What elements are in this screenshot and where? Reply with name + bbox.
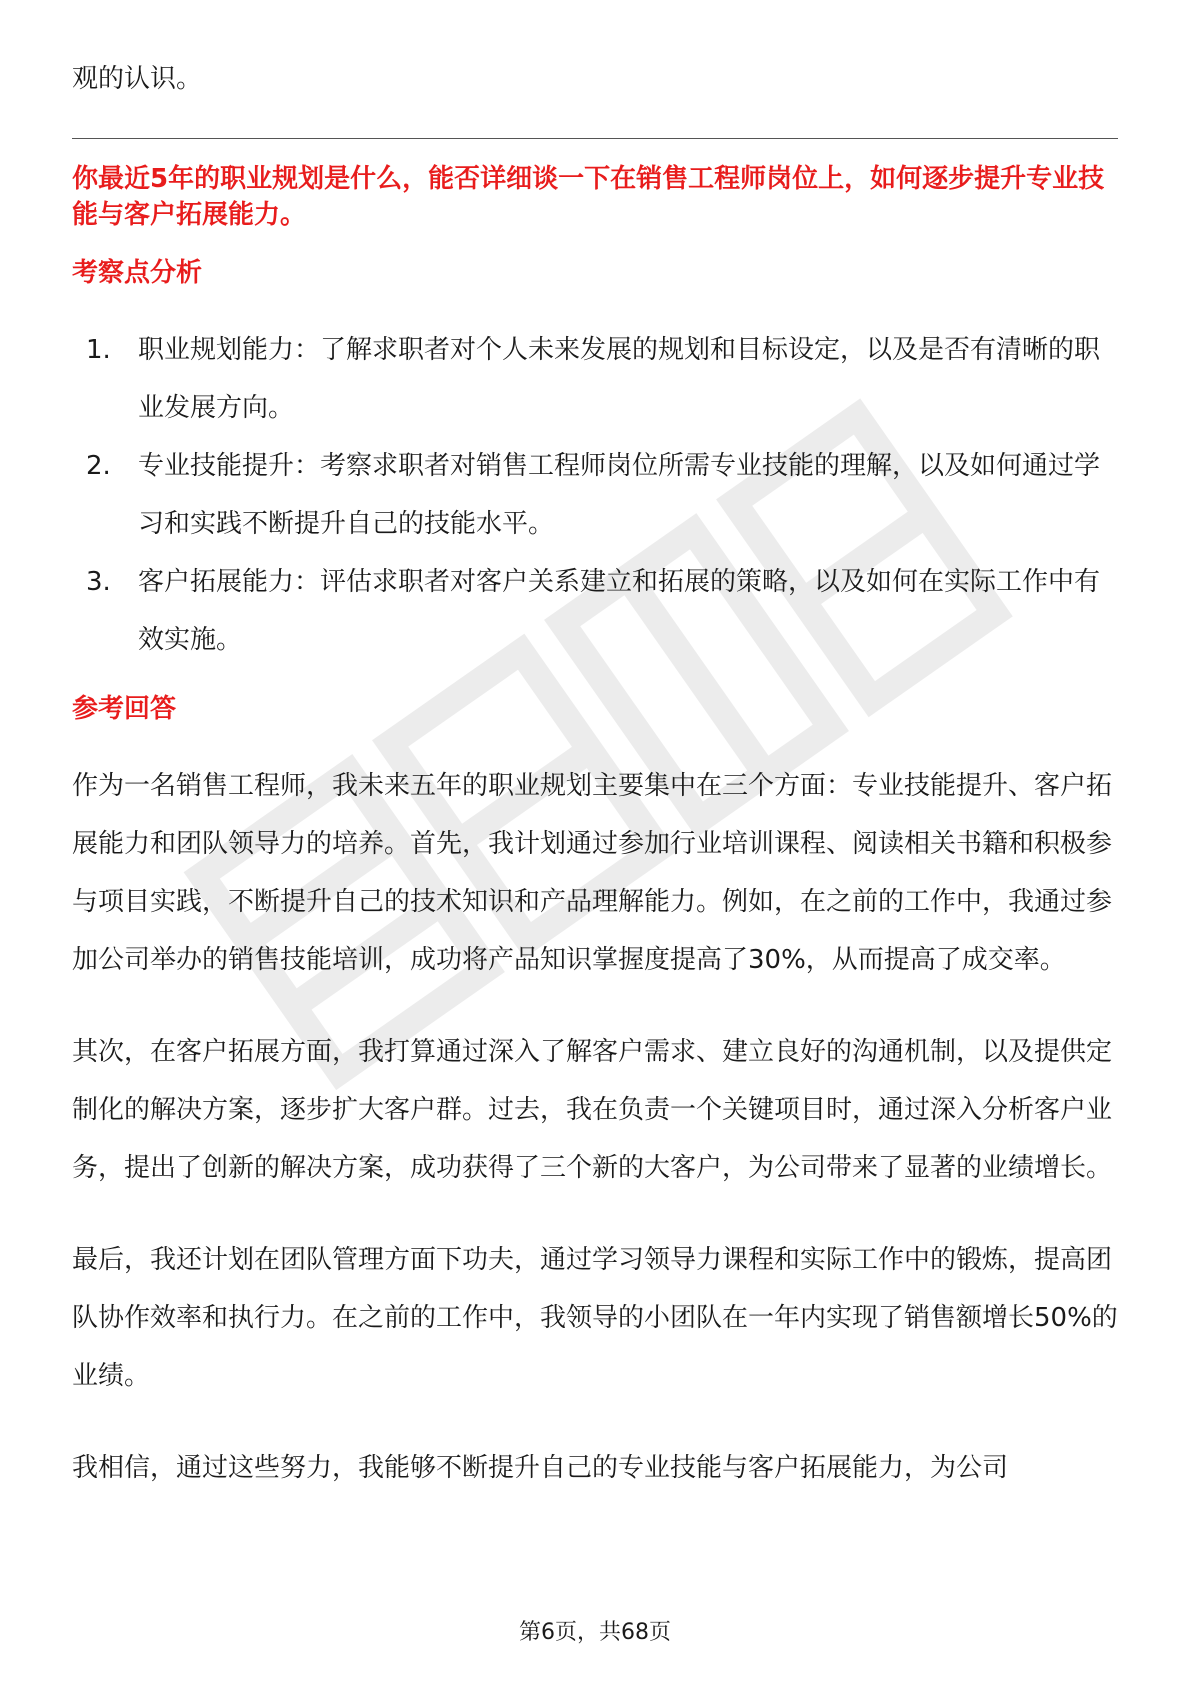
point-number: 3.	[86, 567, 111, 597]
analysis-point	[72, 437, 1118, 553]
analysis-points-list	[72, 321, 1118, 669]
point-number: 1.	[86, 335, 111, 365]
answer-paragraph: 作为一名销售工程师，我未来五年的职业规划主要集中在三个方面：专业技能提升、客户拓展能力和团队领导力的培养。首先，我计划通过参加行业培训课程、阅读相关书籍和积极参与项目实践，不断提升自己的技术知识和产品理解能力。例如，在之前的工作中，我通过参加公司举办的销售技能培训，成功将产品知识掌握度提高了30%，从而提高了成交率。	[72, 771, 1113, 975]
point-text: 客户拓展能力：评估求职者对客户关系建立和拓展的策略，以及如何在实际工作中有效实施。	[138, 567, 1101, 655]
page-footer: 第6页，共68页	[519, 1620, 671, 1645]
answer-paragraph: 其次，在客户拓展方面，我打算通过深入了解客户需求、建立良好的沟通机制，以及提供定制化的解决方案，逐步扩大客户群。过去，我在负责一个关键项目时，通过深入分析客户业务，提出了创新的解决方案，成功获得了三个新的大客户，为公司带来了显著的业绩增长。	[72, 1037, 1113, 1183]
section-divider	[72, 138, 1118, 139]
page-content	[72, 50, 1118, 1497]
analysis-heading: 考察点分析	[72, 258, 203, 288]
point-text: 职业规划能力：了解求职者对个人未来发展的规划和目标设定，以及是否有清晰的职业发展方向。	[138, 335, 1101, 423]
analysis-point	[72, 321, 1118, 437]
point-number: 2.	[86, 451, 111, 481]
question-title: 你最近5年的职业规划是什么，能否详细谈一下在销售工程师岗位上，如何逐步提升专业技能与客户拓展能力。	[72, 164, 1105, 230]
point-text: 专业技能提升：考察求职者对销售工程师岗位所需专业技能的理解，以及如何通过学习和实践不断提升自己的技能水平。	[138, 451, 1101, 539]
analysis-point	[72, 553, 1118, 669]
answer-paragraph: 最后，我还计划在团队管理方面下功夫，通过学习领导力课程和实际工作中的锻炼，提高团队协作效率和执行力。在之前的工作中，我领导的小团队在一年内实现了销售额增长50%的业绩。	[72, 1245, 1118, 1391]
answer-heading: 参考回答	[72, 694, 177, 724]
answer-paragraph: 我相信，通过这些努力，我能够不断提升自己的专业技能与客户拓展能力，为公司	[72, 1453, 1009, 1483]
continuation-text: 观的认识。	[72, 64, 203, 94]
